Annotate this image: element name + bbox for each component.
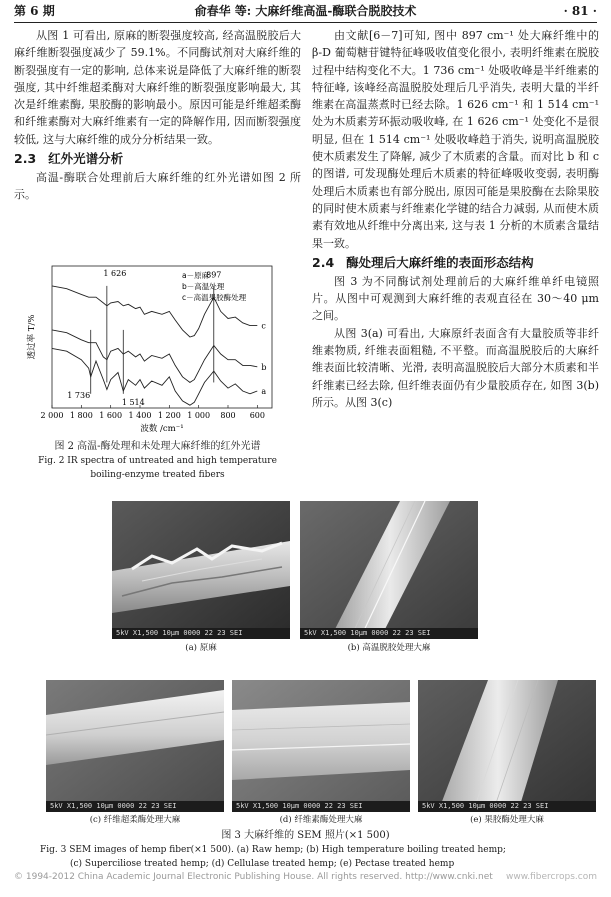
sem-photo-e xyxy=(418,680,596,812)
scale-bar: 5kV X1,500 10μm 0000 22 23 SEI xyxy=(232,801,410,812)
paragraph-strength: 从图 1 可看出, 原麻的断裂强度较高, 经高温脱胶后大麻纤维断裂强度减少了 59.1%。不同酶试剂对大麻纤维的断裂强度有一定的影响, 总体来说是降低了大麻纤维的断裂强度, 其中纤维超柔酶对大麻纤维的断裂强度影响最大, 其次是纤维素酶, 果胶酶的影响最小。原因可能是纤维超柔酶和纤维素酶对大麻纤维素有一定的降解作用, 因而断裂强度较低, 这与大麻纤维的成分分析结果一致。 xyxy=(14,29,301,146)
figure-2-caption xyxy=(14,440,301,482)
series-end-label-a: a xyxy=(261,386,267,396)
x-tick-label: 1 400 xyxy=(128,411,152,420)
sem-label-b: (b) 高温脱胶处理大麻 xyxy=(347,643,431,653)
footer xyxy=(14,870,597,884)
sem-photo-a xyxy=(112,501,290,639)
paragraph-ir-intro: 高温-酶联合处理前后大麻纤维的红外光谱如图 2 所示。 xyxy=(14,171,301,202)
copyright-line: © 1994-2012 China Academic Journal Electronic Publishing House. All rights reserved. http://www.cnki.net xyxy=(14,872,493,882)
x-tick-label: 1 000 xyxy=(187,411,211,420)
x-axis-label: 波数 /cm⁻¹ xyxy=(140,424,184,434)
section-number: 2.4 xyxy=(312,254,335,270)
sem-label-c: (c) 纤维超柔酶处理大麻 xyxy=(89,815,181,825)
scale-bar: 5kV X1,500 10μm 0000 22 23 SEI xyxy=(300,628,478,639)
figure-3-caption-en-1: Fig. 3 SEM images of hemp fiber(×1 500). (a) Raw hemp; (b) High temperature boiling treated hemp; xyxy=(40,845,506,855)
x-tick-label: 1 200 xyxy=(157,411,181,420)
sem-label-e: (e) 果胶酶处理大麻 xyxy=(470,815,544,825)
issue-number: 第 6 期 xyxy=(14,4,55,18)
section-heading-2-3 xyxy=(14,148,301,169)
paragraph-sem-analysis: 从图 3(a) 可看出, 大麻原纤表面含有大量胶质等非纤维素物质, 纤维表面粗糙, 不平整。而高温脱胶后的大麻纤维表面比较清晰、光滑, 表明高温脱胶后大部分木质素和半纤维素已经去除, 但纤维表面仍有少量胶质存在, 如图 3(b) 所示。从图 3(c) xyxy=(312,326,599,409)
x-tick-label: 800 xyxy=(220,411,236,420)
series-end-label-c: c xyxy=(261,321,266,331)
watermark: www.fibercrops.com xyxy=(506,872,597,882)
sem-photo-c xyxy=(46,680,224,812)
sem-photo-b xyxy=(300,501,478,639)
y-axis-label: 透过率 T/% xyxy=(27,314,37,360)
annotation-label: 897 xyxy=(206,270,222,280)
figure-2-caption-zh: 图 2 高温-酶处理和未处理大麻纤维的红外光谱 xyxy=(54,441,261,452)
scale-bar: 5kV X1,500 10μm 0000 22 23 SEI xyxy=(46,801,224,812)
legend-entry-a: a－原麻 xyxy=(182,271,210,280)
sem-label-d: (d) 纤维素酶处理大麻 xyxy=(279,815,363,825)
x-tick-label: 600 xyxy=(249,411,265,420)
scale-bar: 5kV X1,500 10μm 0000 22 23 SEI xyxy=(418,801,596,812)
paragraph-ir-analysis: 由文献[6－7]可知, 图中 897 cm⁻¹ 处大麻纤维中的 β-D 葡萄糖苷键特征峰吸收值变化很小, 表明纤维素在脱胶过程中结构变化不大。1 736 cm⁻¹ 处吸收峰是半纤维素的特征峰, 该峰经高温脱胶处理后几乎消失, 表明大量的半纤维素在高温蒸煮时已经去除。1 626 cm⁻¹ 和 1 514 cm⁻¹ 处为木质素芳环振动吸收峰, 在 1 626 cm⁻¹ 处变化不是很明显, 但在 1 514 cm⁻¹ 处吸收峰趋于消失, 说明高温脱胶使木质素发生了降解, 减少了木质素的含量。而对比 b 和 c 的图谱, 可发现酶处理后木质素的特征峰吸收变弱, 表明酶处理后木质素也有部分脱出, 原因可能是果胶酶在去除果胶的同时使木质素与纤维素化学键的结合力减弱, 从而使木质素有效地从纤维中分离出来, 这与表 1 分析的木质素含量结果一致。 xyxy=(312,29,599,250)
annotation-label: 1 626 xyxy=(103,268,127,278)
section-title: 酶处理后大麻纤维的表面形态结构 xyxy=(346,254,534,270)
x-tick-label: 2 000 xyxy=(40,411,64,420)
right-column xyxy=(312,27,599,411)
legend-entry-c: c－高温果胶酶处理 xyxy=(182,293,247,302)
sem-label-a: (a) 原麻 xyxy=(185,643,217,653)
sem-photo-d xyxy=(232,680,410,812)
plot-frame xyxy=(52,266,272,408)
annotation-label: 1 514 xyxy=(121,398,145,408)
page-number: · 81 · xyxy=(563,4,597,18)
annotation-label: 1 736 xyxy=(67,391,91,401)
figure-2-caption-en: Fig. 2 IR spectra of untreated and high temperature boiling-enzyme treated fibers xyxy=(38,456,277,480)
paragraph-sem-intro: 图 3 为不同酶试剂处理前后的大麻纤维单纤电镜照片。从图中可观测到大麻纤维的表观直径在 30～40 μm 之间。 xyxy=(312,274,599,323)
ir-spectrum-chart xyxy=(14,258,301,438)
header-title: 俞春华 等: 大麻纤维高温-酶联合脱胶技术 xyxy=(194,4,417,18)
series-end-label-b: b xyxy=(261,362,267,372)
scale-bar: 5kV X1,500 10μm 0000 22 23 SEI xyxy=(112,628,290,639)
figure-3-caption-zh: 图 3 大麻纤维的 SEM 照片(×1 500) xyxy=(221,830,390,841)
left-column xyxy=(14,27,301,204)
running-header xyxy=(14,0,597,23)
legend-entry-b: b－高温处理 xyxy=(182,282,225,291)
x-tick-label: 1 800 xyxy=(69,411,93,420)
series-line-b xyxy=(52,330,257,383)
section-title: 红外光谱分析 xyxy=(48,151,124,167)
x-tick-label: 1 600 xyxy=(99,411,123,420)
section-number: 2.3 xyxy=(14,151,37,167)
section-heading-2-4 xyxy=(312,252,599,273)
figure-3-caption-en-2: (c) Superciliose treated hemp; (d) Cellulase treated hemp; (e) Pectase treated hemp xyxy=(70,859,455,869)
